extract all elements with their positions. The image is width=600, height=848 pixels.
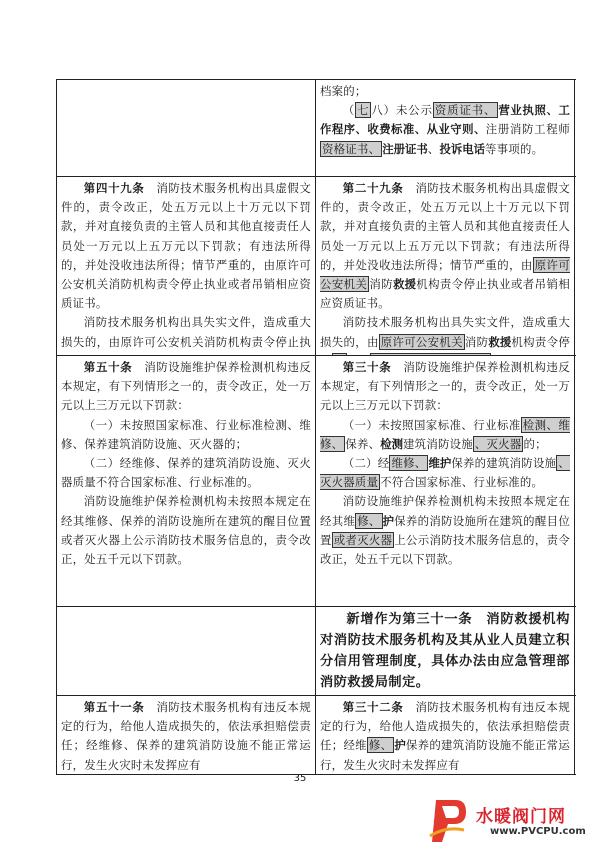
deleted-text: 七 bbox=[357, 103, 370, 118]
added-text: 投诉电话 bbox=[439, 141, 486, 156]
paragraph bbox=[61, 358, 311, 416]
added-text: 护 bbox=[394, 738, 406, 753]
paragraph bbox=[320, 101, 570, 159]
added-text: 第二十九条 bbox=[342, 181, 404, 195]
deleted-text: 修、 bbox=[357, 513, 381, 528]
text-run: （二）经维修、保养的建筑消防设施、灭火器质量不符合国家标准、行业标准的。 bbox=[61, 456, 311, 490]
deleted-text: 资质证书、 bbox=[434, 103, 497, 118]
text-run: 保养的建筑消防设施不能正常运行，发生火灾时未发挥应有 bbox=[320, 738, 570, 772]
text-run: 消防 bbox=[369, 277, 394, 292]
deleted-text: 维修、 bbox=[391, 456, 427, 471]
added-text bbox=[347, 354, 358, 355]
added-text: 维护 bbox=[428, 456, 452, 471]
text-run: （ bbox=[342, 103, 356, 118]
text-run: 消防设施维护保养检测机构违反本规定，有下列情形之一的，责令改正，处一万元以上三万元以下罚款： bbox=[61, 360, 311, 413]
text-run: 上公示消防技术服务信息的，责令改正，处五千元以下罚款。 bbox=[320, 532, 570, 567]
watermark-title: 水暖阀门网 bbox=[476, 807, 566, 827]
paragraph bbox=[320, 82, 570, 101]
table-row bbox=[56, 177, 576, 356]
text-run: 等事项的。 bbox=[485, 141, 544, 156]
text-run: 档案的； bbox=[320, 84, 367, 98]
table-row bbox=[56, 607, 576, 696]
text-run: 保养的消防设施所在建筑的醒目位置 bbox=[320, 513, 570, 547]
text-run: 不符合国家标准、行业标准的。 bbox=[380, 475, 544, 490]
deleted-text bbox=[332, 353, 348, 355]
deleted-text: 、灭火器 bbox=[474, 436, 522, 451]
paragraph bbox=[320, 492, 570, 569]
text-run: 保养的建筑消防设施 bbox=[451, 456, 557, 471]
added-text: 注册证书 bbox=[382, 141, 428, 156]
text-run: 消防技术服务机构出具虚假文件的，责令改正，处五万元以上十万元以下罚款，并对直接负责的主管人员和其他直接责任人员处一万元以上五万元以下罚款；有违法所得的，并处没收违法所得；情节严重的，由 bbox=[320, 181, 570, 272]
paragraph bbox=[320, 609, 570, 693]
added-text: 第三十条 bbox=[342, 360, 392, 374]
right-cell bbox=[316, 177, 575, 355]
added-text: 营业执照、工作程序、收费标准、从业守则、 bbox=[320, 103, 570, 137]
right-cell bbox=[316, 696, 575, 774]
added-text: 救援 bbox=[488, 334, 512, 349]
text-run: 八）未公示 bbox=[371, 103, 433, 118]
watermark-url: www.PVCPU.com bbox=[490, 826, 586, 837]
text-run: 建筑消防设施 bbox=[403, 436, 473, 451]
text-run: 的； bbox=[523, 436, 547, 451]
right-cell bbox=[316, 356, 575, 606]
right-cell bbox=[316, 607, 575, 695]
left-cell bbox=[57, 80, 316, 176]
paragraph bbox=[320, 698, 570, 774]
text-run: （一）未按照国家标准、行业标准 bbox=[342, 417, 521, 432]
deleted-text: 、灭火器质量 bbox=[320, 456, 570, 490]
text-run: 机构责令停止执业或者吊销相应资质证书。 bbox=[320, 277, 570, 311]
deleted-text: 资格证书、 bbox=[322, 141, 381, 156]
added-text: 第四十九条 bbox=[83, 181, 145, 195]
text-run: 消防技术服务机构有违反本规定的行为，给他人造成损失的，依法承担赔偿责任；经维 bbox=[320, 700, 570, 753]
deleted-text: 原许可公安机关 bbox=[380, 334, 463, 349]
paragraph bbox=[320, 358, 570, 416]
watermark-logo-icon bbox=[428, 796, 468, 844]
text-run: 消防技术服务机构出具失实文件，造成重大损失的，由 bbox=[320, 315, 570, 349]
paragraph bbox=[61, 698, 311, 774]
text-run bbox=[491, 354, 503, 355]
text-run: 新增作为第三十一条 消防救援机构对消防技术服务机构及其从业人员建立积分信用管理制度，具体办法由应急管理部消防救援局制定。 bbox=[320, 612, 570, 690]
added-text: 第五十一条 bbox=[83, 700, 145, 714]
added-text: 第五十条 bbox=[83, 360, 133, 374]
text-run: 机构责令停 bbox=[511, 334, 570, 349]
paragraph bbox=[61, 313, 311, 355]
paragraph bbox=[61, 454, 311, 492]
comparison-table bbox=[56, 79, 576, 775]
paragraph bbox=[61, 416, 311, 454]
paragraph bbox=[320, 416, 570, 454]
deleted-text bbox=[370, 353, 490, 355]
paragraph bbox=[61, 179, 311, 313]
text-run: 消防设施维护保养检测机构未按照本规定在经其维 bbox=[320, 494, 570, 528]
left-cell bbox=[57, 356, 316, 606]
added-text: 救援 bbox=[393, 277, 417, 292]
text-run bbox=[359, 354, 371, 355]
table-row bbox=[56, 356, 576, 607]
text-run: 消防技术服务机构有违反本规定的行为，给他人造成损失的，依法承担赔偿责任；经维修、保养的建筑消防设施不能正常运行，发生火灾时未发挥应有 bbox=[61, 700, 311, 772]
text-run: 保养、 bbox=[345, 436, 381, 451]
table-row bbox=[56, 696, 576, 775]
text-run: 、 bbox=[427, 141, 440, 156]
added-text: 检测 bbox=[380, 436, 404, 451]
added-text: 第三十二条 bbox=[342, 700, 404, 714]
right-cell bbox=[316, 80, 575, 176]
watermark bbox=[420, 794, 600, 848]
text-run: （一）未按照国家标准、行业标准检测、维修、保养建筑消防设施、灭火器的； bbox=[61, 417, 311, 451]
added-text: 护 bbox=[382, 513, 395, 528]
left-cell bbox=[57, 696, 316, 774]
paragraph bbox=[320, 179, 570, 313]
page-number: 35 bbox=[293, 773, 307, 784]
text-run: 消防 bbox=[464, 334, 489, 349]
left-cell bbox=[57, 177, 316, 355]
text-run: 消防设施维护保养检测机构违反本规定，有下列情形之一的，责令改正，处一万元以上三万元以下罚款： bbox=[320, 360, 570, 413]
paragraph bbox=[61, 492, 311, 569]
left-cell bbox=[57, 607, 316, 695]
deleted-text: 原许可公安机关 bbox=[320, 257, 570, 292]
paragraph bbox=[320, 454, 570, 492]
table-row bbox=[56, 80, 576, 177]
text-run: 注册消防工程师 bbox=[485, 122, 570, 137]
text-run: 消防设施维护保养检测机构未按照本规定在经其维修、保养的消防设施所在建筑的醒目位置或者灭火器上公示消防技术服务信息的，责令改正，处五千元以下罚款。 bbox=[61, 494, 311, 567]
deleted-text: 或者灭火器 bbox=[333, 532, 393, 547]
text-run: 消防技术服务机构出具虚假文件的，责令改正，处五万元以上十万元以下罚款，并对直接负责的主管人员和其他直接责任人员处一万元以上五万元以下罚款；有违法所得的，并处没收违法所得；情节严重的，由原许可公安机关消防机构责令停止执业或者吊销相应资质证书。 bbox=[61, 181, 311, 311]
paragraph bbox=[320, 313, 570, 355]
deleted-text: 修、 bbox=[368, 738, 393, 753]
text-run: 消防技术服务机构出具失实文件，造成重大损失的，由原许可公安机关消防机构责令停止执 bbox=[61, 315, 311, 349]
text-run: （二）经 bbox=[342, 456, 390, 471]
deleted-text: 检测、维修、 bbox=[320, 417, 570, 451]
